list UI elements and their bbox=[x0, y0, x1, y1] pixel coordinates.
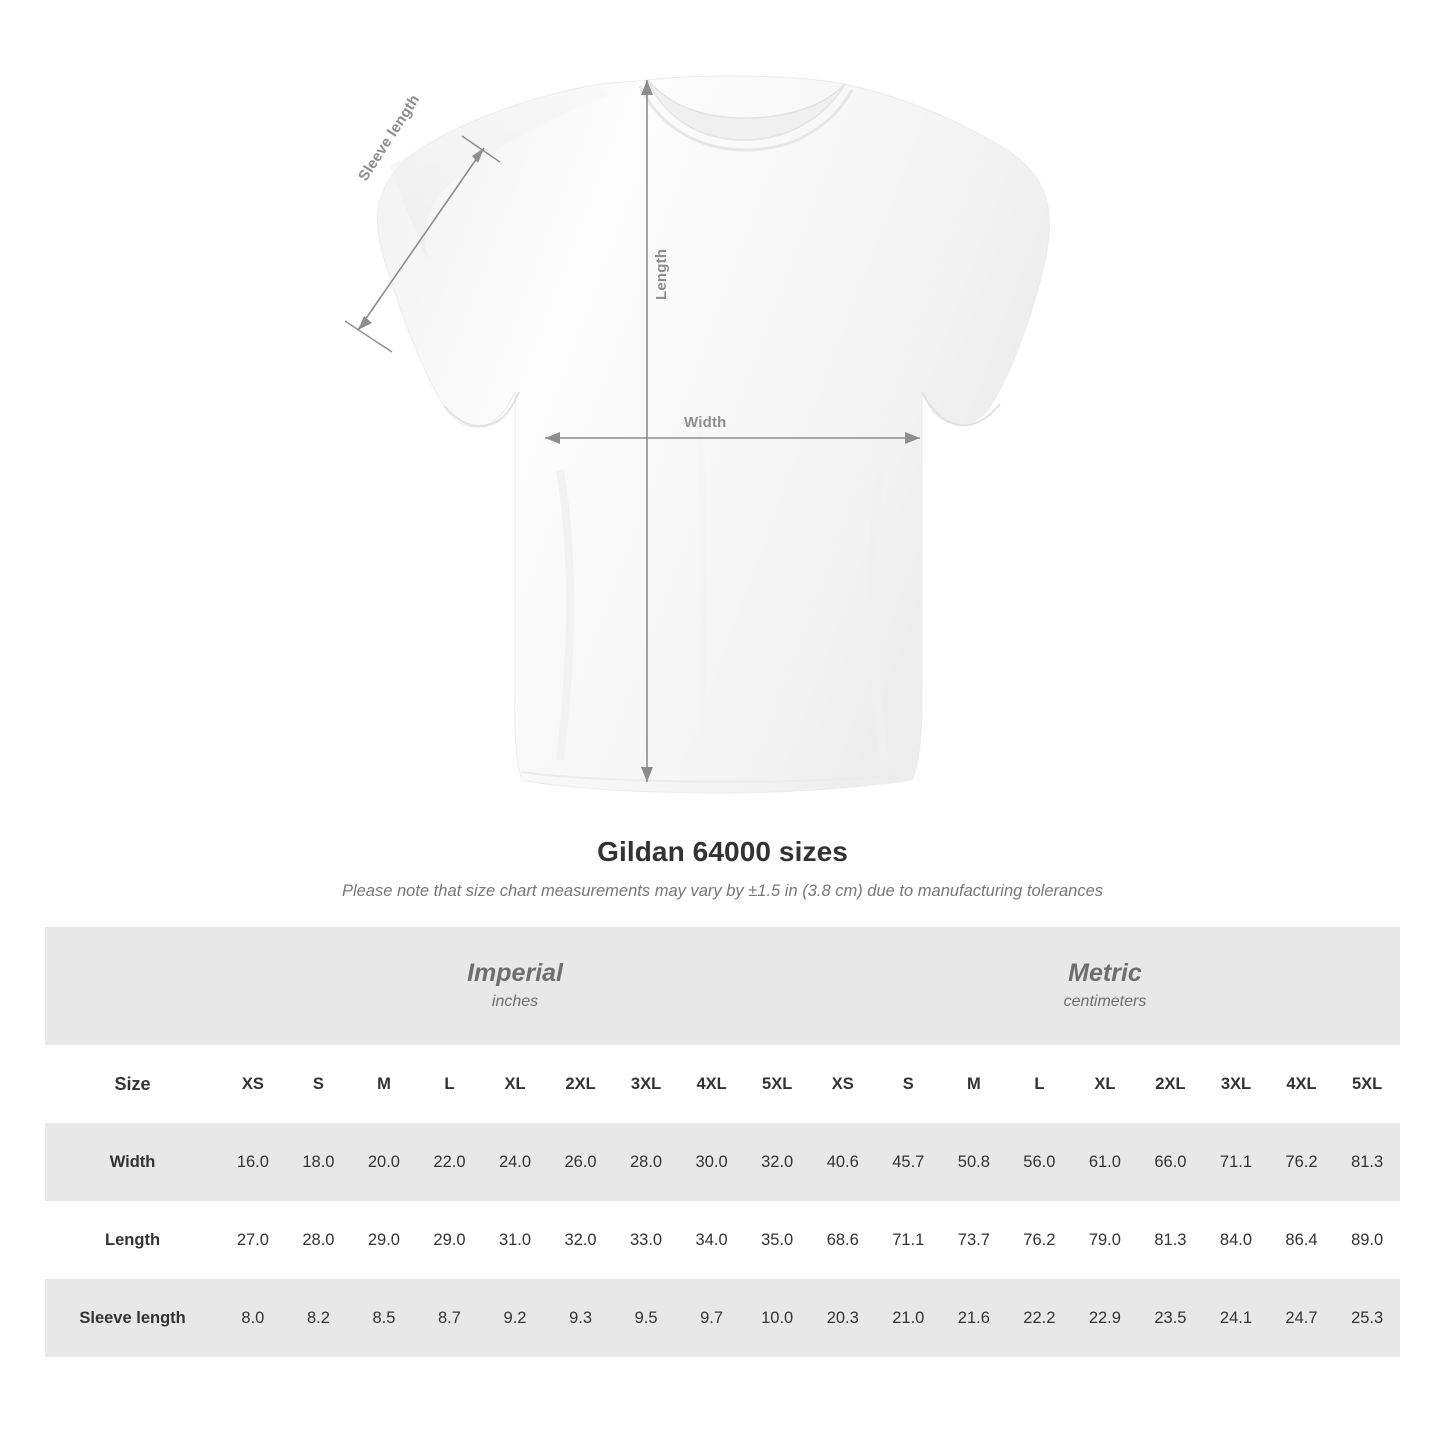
length-label: Length bbox=[653, 248, 670, 300]
unit-header-spacer bbox=[45, 927, 220, 1045]
size-cell-met-xl: XL bbox=[1072, 1045, 1138, 1123]
imperial-name: Imperial bbox=[467, 958, 563, 987]
width-met-l: 56.0 bbox=[1007, 1123, 1073, 1201]
metric-header bbox=[810, 927, 1400, 1045]
size-cell-met-2xl: 2XL bbox=[1138, 1045, 1204, 1123]
length-imp-m: 29.0 bbox=[351, 1201, 417, 1279]
size-cell-met-5xl: 5XL bbox=[1334, 1045, 1400, 1123]
table-row bbox=[45, 1279, 1400, 1357]
width-met-s: 45.7 bbox=[876, 1123, 942, 1201]
length-met-l: 76.2 bbox=[1007, 1201, 1073, 1279]
width-imp-2xl: 26.0 bbox=[548, 1123, 614, 1201]
size-cell-imp-xs: XS bbox=[220, 1045, 286, 1123]
width-met-xs: 40.6 bbox=[810, 1123, 876, 1201]
length-met-2xl: 81.3 bbox=[1138, 1201, 1204, 1279]
length-imp-xs: 27.0 bbox=[220, 1201, 286, 1279]
page-title: Gildan 64000 sizes bbox=[597, 836, 848, 867]
width-met-3xl: 71.1 bbox=[1203, 1123, 1269, 1201]
length-met-3xl: 84.0 bbox=[1203, 1201, 1269, 1279]
sleeve-length-label: Sleeve length bbox=[355, 91, 424, 185]
width-met-5xl: 81.3 bbox=[1334, 1123, 1400, 1201]
size-row bbox=[45, 1045, 1400, 1123]
sleeve-met-s: 21.0 bbox=[876, 1279, 942, 1357]
width-imp-3xl: 28.0 bbox=[613, 1123, 679, 1201]
length-imp-4xl: 34.0 bbox=[679, 1201, 745, 1279]
table-row bbox=[45, 1201, 1400, 1279]
sleeve-met-m: 21.6 bbox=[941, 1279, 1007, 1357]
length-imp-2xl: 32.0 bbox=[548, 1201, 614, 1279]
sleeve-met-xs: 20.3 bbox=[810, 1279, 876, 1357]
size-cell-imp-4xl: 4XL bbox=[679, 1045, 745, 1123]
width-label: Width bbox=[684, 414, 727, 431]
metric-name: Metric bbox=[1068, 958, 1142, 987]
width-imp-s: 18.0 bbox=[286, 1123, 352, 1201]
title-block bbox=[0, 836, 1445, 901]
length-met-xl: 79.0 bbox=[1072, 1201, 1138, 1279]
size-cell-imp-3xl: 3XL bbox=[613, 1045, 679, 1123]
sleeve-met-3xl: 24.1 bbox=[1203, 1279, 1269, 1357]
width-imp-xl: 24.0 bbox=[482, 1123, 548, 1201]
sleeve-met-5xl: 25.3 bbox=[1334, 1279, 1400, 1357]
imperial-header bbox=[220, 927, 810, 1045]
size-cell-met-4xl: 4XL bbox=[1269, 1045, 1335, 1123]
sleeve-imp-xs: 8.0 bbox=[220, 1279, 286, 1357]
length-imp-5xl: 35.0 bbox=[744, 1201, 810, 1279]
length-met-xs: 68.6 bbox=[810, 1201, 876, 1279]
sleeve-met-l: 22.2 bbox=[1007, 1279, 1073, 1357]
width-met-2xl: 66.0 bbox=[1138, 1123, 1204, 1201]
size-cell-met-3xl: 3XL bbox=[1203, 1045, 1269, 1123]
size-cell-imp-m: M bbox=[351, 1045, 417, 1123]
sleeve-imp-5xl: 10.0 bbox=[744, 1279, 810, 1357]
size-cell-imp-5xl: 5XL bbox=[744, 1045, 810, 1123]
length-met-4xl: 86.4 bbox=[1269, 1201, 1335, 1279]
width-imp-4xl: 30.0 bbox=[679, 1123, 745, 1201]
width-met-4xl: 76.2 bbox=[1269, 1123, 1335, 1201]
size-cell-met-s: S bbox=[876, 1045, 942, 1123]
size-cell-imp-l: L bbox=[417, 1045, 483, 1123]
width-imp-l: 22.0 bbox=[417, 1123, 483, 1201]
row-header-width: Width bbox=[45, 1123, 220, 1201]
length-imp-xl: 31.0 bbox=[482, 1201, 548, 1279]
sleeve-imp-s: 8.2 bbox=[286, 1279, 352, 1357]
size-cell-met-xs: XS bbox=[810, 1045, 876, 1123]
sleeve-met-2xl: 23.5 bbox=[1138, 1279, 1204, 1357]
table-row bbox=[45, 1123, 1400, 1201]
row-header-sleeve-length: Sleeve length bbox=[45, 1279, 220, 1357]
sleeve-imp-l: 8.7 bbox=[417, 1279, 483, 1357]
imperial-sub: inches bbox=[491, 992, 539, 1010]
unit-header-row bbox=[45, 927, 1400, 1045]
width-imp-m: 20.0 bbox=[351, 1123, 417, 1201]
metric-sub: centimeters bbox=[1063, 992, 1147, 1010]
length-imp-s: 28.0 bbox=[286, 1201, 352, 1279]
length-met-5xl: 89.0 bbox=[1334, 1201, 1400, 1279]
width-imp-5xl: 32.0 bbox=[744, 1123, 810, 1201]
size-cell-imp-2xl: 2XL bbox=[548, 1045, 614, 1123]
sleeve-imp-3xl: 9.5 bbox=[613, 1279, 679, 1357]
sleeve-imp-2xl: 9.3 bbox=[548, 1279, 614, 1357]
sleeve-imp-4xl: 9.7 bbox=[679, 1279, 745, 1357]
size-cell-imp-s: S bbox=[286, 1045, 352, 1123]
width-met-xl: 61.0 bbox=[1072, 1123, 1138, 1201]
sleeve-met-4xl: 24.7 bbox=[1269, 1279, 1335, 1357]
tolerance-note: Please note that size chart measurements may vary by ±1.5 in (3.8 cm) due to manufacturing tolerances bbox=[341, 882, 1104, 900]
length-imp-3xl: 33.0 bbox=[613, 1201, 679, 1279]
size-cell-met-l: L bbox=[1007, 1045, 1073, 1123]
width-met-m: 50.8 bbox=[941, 1123, 1007, 1201]
sleeve-met-xl: 22.9 bbox=[1072, 1279, 1138, 1357]
size-table-wrapper bbox=[0, 927, 1445, 1357]
width-imp-xs: 16.0 bbox=[220, 1123, 286, 1201]
size-row-header: Size bbox=[45, 1045, 220, 1123]
sleeve-imp-xl: 9.2 bbox=[482, 1279, 548, 1357]
sleeve-imp-m: 8.5 bbox=[351, 1279, 417, 1357]
length-met-m: 73.7 bbox=[941, 1201, 1007, 1279]
row-header-length: Length bbox=[45, 1201, 220, 1279]
size-cell-imp-xl: XL bbox=[482, 1045, 548, 1123]
size-table bbox=[45, 927, 1400, 1357]
size-cell-met-m: M bbox=[941, 1045, 1007, 1123]
length-met-s: 71.1 bbox=[876, 1201, 942, 1279]
length-imp-l: 29.0 bbox=[417, 1201, 483, 1279]
